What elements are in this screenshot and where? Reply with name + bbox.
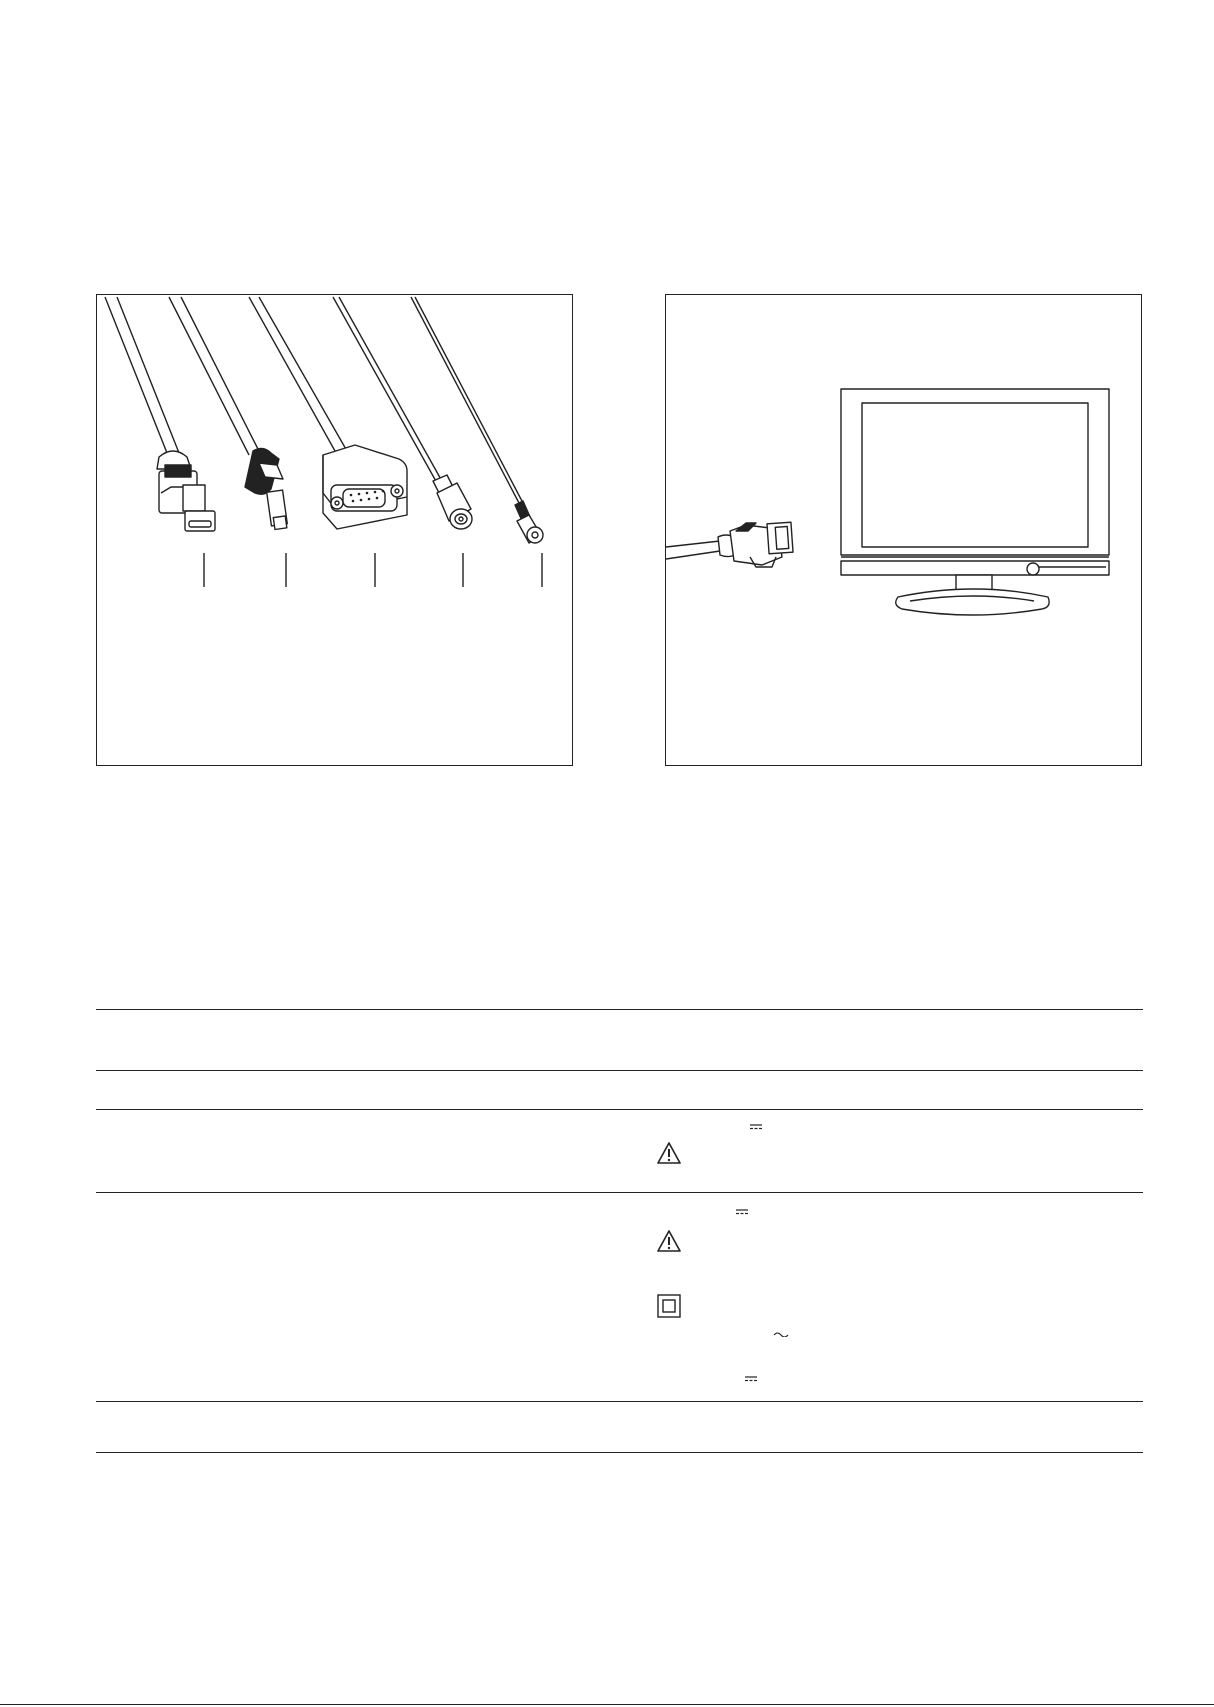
page-footer-rule — [0, 1704, 1214, 1705]
class-ii-icon — [657, 1294, 681, 1318]
table-header-rule — [96, 1070, 1143, 1071]
connector-types-illustration — [97, 295, 574, 767]
dc-symbol-icon — [745, 1376, 757, 1382]
dc-symbol-icon — [736, 1209, 748, 1215]
callout-lines — [204, 553, 542, 587]
monitor-icon — [841, 389, 1109, 615]
table-row-rule — [96, 1192, 1143, 1193]
dc-symbol-icon — [750, 1124, 762, 1130]
dc-barrel-plug-icon — [411, 297, 543, 543]
table-row-rule — [96, 1401, 1143, 1402]
table-top-rule — [96, 1009, 1143, 1010]
warning-icon — [656, 1229, 682, 1253]
table-bottom-rule — [96, 1452, 1143, 1453]
monitor-connection-figure — [665, 294, 1142, 766]
table-row-rule — [96, 1109, 1143, 1110]
ac-symbol-icon — [773, 1331, 789, 1337]
hdmi-cable-icon — [666, 522, 793, 567]
warning-icon — [656, 1141, 682, 1165]
connector-types-figure — [96, 294, 573, 766]
monitor-connection-illustration — [666, 295, 1143, 767]
